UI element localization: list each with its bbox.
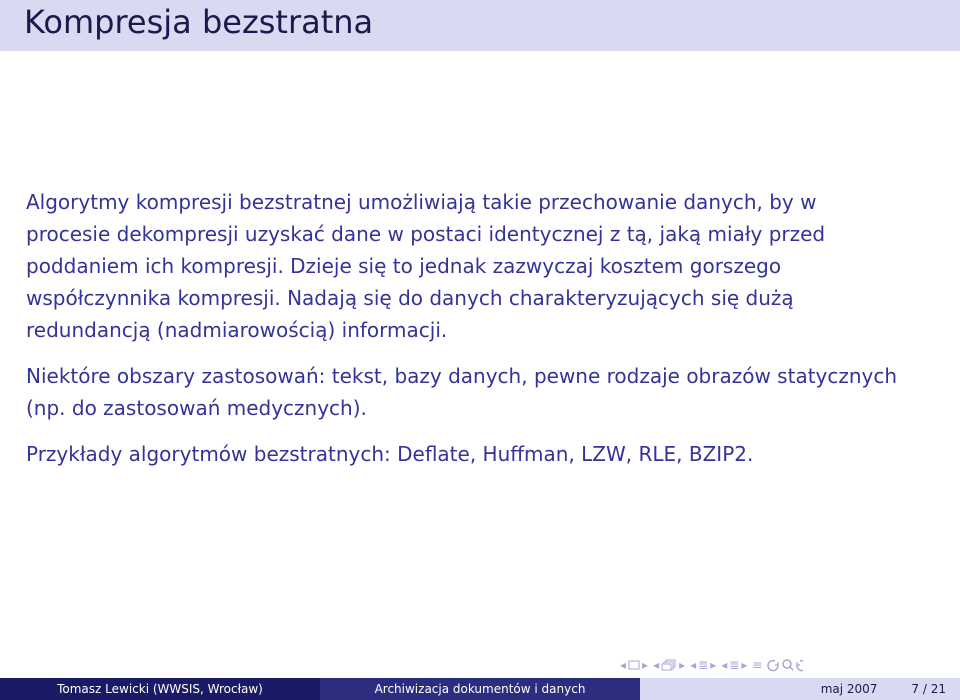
beamer-navigation [620, 655, 803, 675]
nav-align-icon[interactable]: ≡ [752, 658, 763, 672]
nav-frame-group [653, 658, 685, 672]
nav-prev-frame-icon[interactable]: ◂ [653, 658, 660, 672]
paragraph-application-areas: Niektóre obszary zastosowań: tekst, bazy danych, pewne rodzaje obrazów statycznych (np. do zastosowań medycznych). [26, 364, 898, 420]
slide-title: Kompresja bezstratna [24, 3, 374, 41]
frame-title-bar [0, 0, 960, 51]
slide-body [26, 186, 906, 470]
subsection-icon: ≣ [729, 658, 740, 672]
nav-next-frame-icon[interactable]: ▸ [679, 658, 686, 672]
nav-next-slide-icon[interactable]: ▸ [642, 658, 649, 672]
footer-date-page [640, 678, 960, 700]
nav-prev-subsection-icon[interactable]: ◂ [721, 658, 728, 672]
search-icon[interactable] [767, 658, 803, 672]
slide-icon [628, 660, 640, 670]
nav-next-section-icon[interactable]: ▸ [710, 658, 717, 672]
nav-prev-section-icon[interactable]: ◂ [690, 658, 697, 672]
nav-prev-slide-icon[interactable]: ◂ [620, 658, 627, 672]
footer-presentation-title: Archiwizacja dokumentów i danych [320, 678, 640, 700]
footer-date: maj 2007 [820, 682, 878, 696]
nav-section-group [690, 658, 716, 672]
nav-next-subsection-icon[interactable]: ▸ [741, 658, 748, 672]
nav-slide-group [620, 658, 648, 672]
footer-page-number: 7 / 21 [911, 682, 946, 696]
paragraph-lossless-definition: Algorytmy kompresji bezstratnej umożliwiają takie przechowanie danych, by w procesie dekompresji uzyskać dane w postaci identycznej z tą, jaką miały przed poddaniem ich kompresji. Dzieje się to jednak zazwyczaj kosztem gorszego współczynnika kompresji. Nadają się do danych charakteryzujących się dużą redundancją (nadmiarowością) informacji. [26, 190, 826, 342]
nav-subsection-group [721, 658, 747, 672]
footer-bar [0, 678, 960, 700]
footer-author: Tomasz Lewicki (WWSIS, Wrocław) [0, 678, 320, 700]
frame-icon [661, 659, 677, 671]
section-icon: ≣ [698, 658, 709, 672]
paragraph-algorithm-examples: Przykłady algorytmów bezstratnych: Deflate, Huffman, LZW, RLE, BZIP2. [26, 442, 754, 466]
